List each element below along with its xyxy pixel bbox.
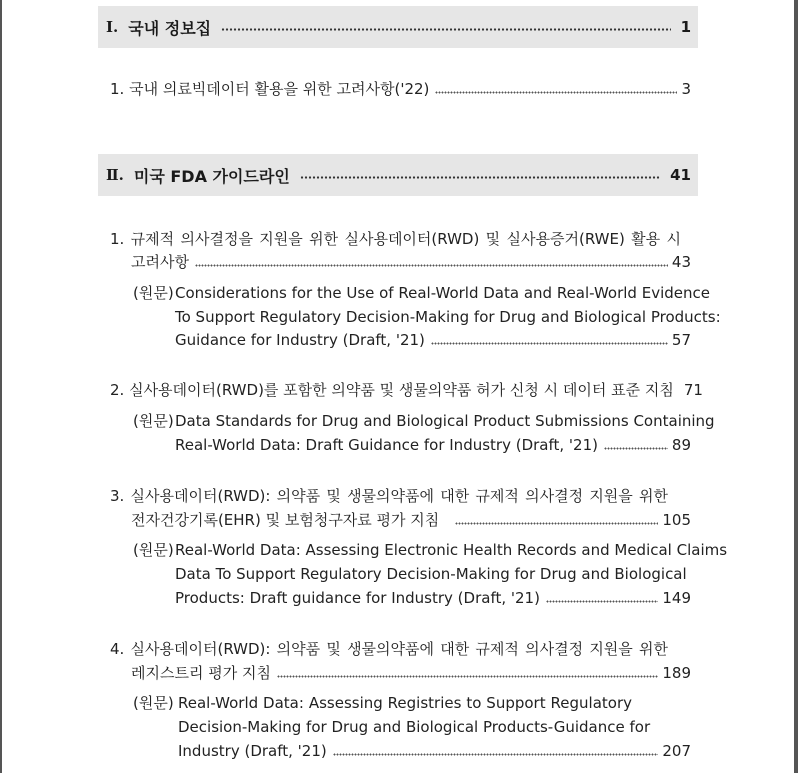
toc-entry-2-4-line-1[interactable]: 4. 실사용데이터(RWD): 의약품 및 생물의약품에 대한 규제적 의사결정 지원을 위한: [110, 640, 668, 658]
section-title: 국내 정보집: [128, 18, 212, 38]
page-border-left: [0, 0, 2, 773]
original-title-text: Industry (Draft, '21): [178, 742, 327, 760]
original-prefix: (원문): [133, 412, 174, 430]
toc-entry-2-3-line-1[interactable]: 3. 실사용데이터(RWD): 의약품 및 생물의약품에 대한 규제적 의사결정 지원을 위한: [110, 487, 668, 505]
toc-entry-title: 레지스트리 평가 지침: [131, 664, 271, 682]
toc-entry-1-1[interactable]: [110, 79, 691, 99]
original-title-line-3[interactable]: [175, 330, 691, 350]
leader-dots: [333, 753, 659, 756]
original-title-text: Real-World Data: Draft Guidance for Industry (Draft, '21): [175, 436, 598, 454]
leader-dots: [221, 28, 670, 31]
toc-entry-2-1-line-2[interactable]: [131, 252, 691, 272]
section-numeral: Ⅱ.: [106, 166, 124, 184]
original-title-line-1[interactable]: Real-World Data: Assessing Registries to Support Regulatory: [178, 694, 632, 712]
toc-entry-title: 전자건강기록(EHR) 및 보험청구자료 평가 지침: [131, 511, 440, 529]
toc-page-number: 149: [662, 589, 691, 607]
original-title-line-1[interactable]: Considerations for the Use of Real-World Data and Real-World Evidence: [175, 284, 710, 302]
section-title: 미국 FDA 가이드라인: [133, 166, 290, 186]
section-page-number: 1: [680, 18, 691, 36]
original-prefix: (원문): [133, 541, 174, 559]
original-title-line-2[interactable]: Decision-Making for Drug and Biological Products-Guidance for: [178, 718, 651, 736]
page-border-right: [794, 0, 798, 773]
leader-dots: [435, 91, 677, 94]
toc-entry-2-2[interactable]: [110, 380, 703, 400]
section-heading-2[interactable]: [98, 154, 698, 196]
toc-page-number: 3: [681, 80, 691, 98]
toc-entry-title: 2. 실사용데이터(RWD)를 포함한 의약품 및 생물의약품 허가 신청 시 데이터 표준 지침: [110, 381, 674, 399]
toc-page-number: 89: [671, 436, 691, 454]
original-title-line-3[interactable]: [178, 741, 691, 761]
original-title-line-2[interactable]: [175, 435, 691, 455]
leader-dots: [455, 522, 658, 525]
original-title-line-1[interactable]: Real-World Data: Assessing Electronic Health Records and Medical Claims: [175, 541, 728, 559]
leader-dots: [431, 342, 668, 345]
original-prefix: (원문): [133, 284, 174, 302]
leader-dots: [195, 264, 668, 267]
toc-entry-title: 1. 국내 의료빅데이터 활용을 위한 고려사항('22): [110, 80, 430, 98]
original-title-text: Products: Draft guidance for Industry (Draft, '21): [175, 589, 540, 607]
original-title-line-2[interactable]: To Support Regulatory Decision-Making for Drug and Biological Products:: [175, 308, 721, 326]
toc-page-number: 207: [662, 742, 691, 760]
original-title-text: Guidance for Industry (Draft, '21): [175, 331, 425, 349]
toc-entry-2-1-line-1[interactable]: 1. 규제적 의사결정을 지원을 위한 실사용데이터(RWD) 및 실사용증거(RWE) 활용 시: [110, 230, 681, 248]
original-prefix: (원문): [133, 694, 174, 712]
toc-page-number: 105: [662, 511, 691, 529]
original-title-line-3[interactable]: [175, 588, 691, 608]
leader-dots: [604, 447, 668, 450]
toc-page-number: 57: [671, 331, 691, 349]
leader-dots: [546, 600, 658, 603]
toc-entry-2-4-line-2[interactable]: [131, 663, 691, 683]
toc-page-number: 189: [662, 664, 691, 682]
leader-dots: [300, 176, 660, 179]
toc-page-number: 43: [671, 253, 691, 271]
section-page-number: 41: [670, 166, 691, 184]
section-numeral: Ⅰ.: [106, 18, 119, 36]
toc-page-number: 71: [683, 381, 703, 399]
section-heading-1[interactable]: [98, 6, 698, 48]
toc-entry-title: 고려사항: [131, 253, 189, 271]
original-title-line-2[interactable]: Data To Support Regulatory Decision-Making for Drug and Biological: [175, 565, 687, 583]
original-title-line-1[interactable]: Data Standards for Drug and Biological Product Submissions Containing: [175, 412, 715, 430]
leader-dots: [277, 675, 658, 678]
toc-entry-2-3-line-2[interactable]: [131, 510, 691, 530]
